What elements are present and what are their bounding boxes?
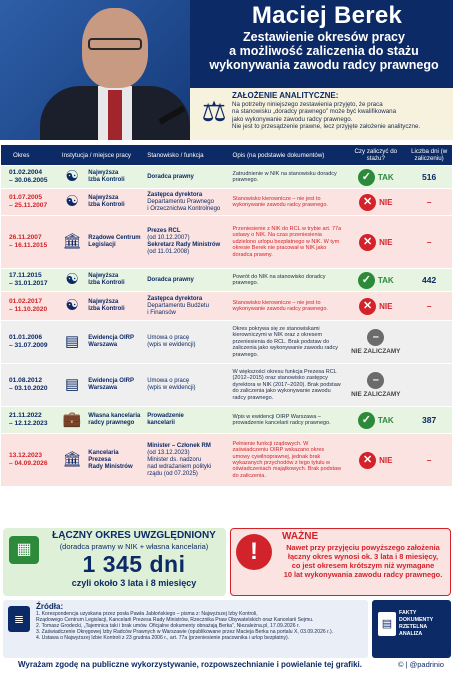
- position-title: Zastępca dyrektora: [147, 191, 203, 198]
- position-title: Prowadzenie: [147, 413, 184, 419]
- days-count: –: [406, 292, 452, 320]
- institution: Ewidencja OIRP Warszawa: [85, 364, 144, 406]
- nik-logo-icon: ☯: [65, 168, 79, 185]
- briefcase-icon: 💼: [62, 411, 82, 428]
- table-row: [1, 166, 452, 188]
- col-count: Czy zaliczyć do stażu?: [345, 145, 406, 165]
- position-detail: nad wdrażaniem polityki: [147, 463, 212, 470]
- position-title: Doradca prawny: [147, 173, 194, 180]
- table-row: [1, 269, 452, 291]
- warning-title: WAŻNE: [282, 531, 319, 542]
- cross-icon: ✕: [359, 194, 376, 211]
- table-row: [1, 292, 452, 320]
- col-days: Liczba dni (w zaliczeniu): [406, 145, 452, 165]
- page-title: Maciej Berek: [251, 2, 403, 29]
- cross-icon: ✕: [359, 234, 376, 251]
- description: Stanowisko kierownicze – nie jest to wykonywanie zawodu radcy prawnego.: [230, 292, 346, 320]
- footer-permission: Wyrażam zgodę na publiczne wykorzystywanie, rozpowszechnianie i powielanie tej grafiki.: [18, 660, 362, 669]
- position: [144, 269, 229, 291]
- count-answer: NIE: [379, 301, 393, 311]
- position: [144, 434, 229, 486]
- days-count: –: [406, 434, 452, 486]
- description: Powrót do NIK na stanowisko doradcy prawnego.: [230, 269, 346, 291]
- calendar-icon: ▦: [9, 536, 39, 564]
- position-detail: i Orzecznictwa Kontrolnego: [147, 205, 221, 212]
- position: [144, 189, 229, 215]
- count-answer: NIE: [379, 237, 393, 247]
- position-detail: Umowa o pracę: [147, 378, 190, 384]
- check-icon: ✓: [358, 412, 375, 429]
- count-answer: NIE ZALICZAMY: [351, 391, 401, 398]
- table-row: [1, 434, 452, 486]
- position-title: Prezes RCL: [147, 228, 181, 234]
- description: Zatrudnienie w NIK na stanowisku doradcy prawnego.: [230, 166, 346, 188]
- nik-logo-icon: ☯: [65, 193, 79, 210]
- table-header-row: [1, 145, 452, 165]
- period: 01.01.2006 – 31.07.2009: [1, 321, 59, 363]
- document-list-icon: ≣: [8, 606, 30, 632]
- period: 01.07.2005 – 25.11.2007: [1, 189, 59, 215]
- count-cell: [345, 434, 406, 486]
- count-cell: [345, 269, 406, 291]
- assumption-text: Na potrzeby niniejszego zestawienia przyjęto, że praca na stanowisku „doradcy prawnego” może być kwalifikowana jako wykonywanie zawodu radcy prawnego. Nie jest to przesądzenie prawne, lecz przyjęte założenie analityczne.: [232, 101, 421, 131]
- institution: Własna kancelaria radcy prawnego: [85, 407, 144, 433]
- position-detail: Umowa o pracę: [147, 335, 190, 341]
- summary-note: (doradca prawny w NIK + własna kancelaria): [59, 542, 209, 551]
- count-cell: [345, 292, 406, 320]
- table-row: [1, 216, 452, 268]
- position-title: Zastępca dyrektora: [147, 295, 203, 302]
- institution: Ewidencja OIRP Warszawa: [85, 321, 144, 363]
- institution: Najwyższa Izba Kontroli: [85, 189, 144, 215]
- institution: Najwyższa Izba Kontroli: [85, 166, 144, 188]
- count-cell: [345, 166, 406, 188]
- period: 01.08.2012 – 03.10.2020: [1, 364, 59, 406]
- count-answer: NIE ZALICZAMY: [351, 348, 401, 355]
- count-cell: [345, 321, 406, 363]
- period: 26.11.2007 – 16.11.2015: [1, 216, 59, 268]
- institution: Rządowe Centrum Legislacji: [85, 216, 144, 268]
- nik-logo-icon: ☯: [65, 271, 79, 288]
- sources-list: 1. Korespondencja uzyskana przez posła Pawła Jabłońskiego – pisma z: Najwyższej Izby Kontroli, Rządowego Centrum Legislacji, Kancelarii Prezesa Rady Ministrów, Rzecznika Praw Obywatelskich oraz Kancelarii Sejmu. 2. Tomasz Grodecki, „Tajemnica taki i brak umów. Oficjalne dokumenty obnażają Berka”, Niezależna.pl, 17.09.2026 r. 3. Zaświadczenie Okręgowej Izby Radców Prawnych w Warszawie (opublikowane przez Macieja Berka na portalu X, 03.09.2026 r.). 4. Ustawa o Najwyższej Izbie Kontroli z 23 grudnia 2006 r., art. 77a (przeniesienie pracownika i urlop bezpłatny).: [36, 611, 334, 641]
- exclamation-icon: !: [236, 534, 272, 570]
- count-answer: NIE: [379, 455, 393, 465]
- minus-icon: –: [367, 372, 384, 389]
- position: [144, 216, 229, 268]
- description: Wpis w ewidencji OIRP Warszawa – prowadzenie kancelarii radcy prawnego.: [230, 407, 346, 433]
- table-row: [1, 407, 452, 433]
- page-subtitle: Zestawienie okresów pracy a możliwość zaliczenia do stażu wykonywania zawodu radcy prawnego: [209, 30, 439, 72]
- scales-icon: ⚖: [201, 96, 227, 127]
- assumption-title: ZAŁOŻENIE ANALITYCZNE:: [232, 91, 339, 100]
- count-answer: TAK: [377, 172, 394, 182]
- count-answer: TAK: [377, 275, 394, 285]
- cross-icon: ✕: [359, 298, 376, 315]
- summary-title: ŁĄCZNY OKRES UWZGLĘDNIONY: [52, 530, 216, 541]
- position-detail: Sekretarz Rady Ministrów: [147, 242, 221, 248]
- days-count: –: [406, 189, 452, 215]
- building-icon: 🏛: [62, 451, 82, 468]
- col-institution: Instytucja / miejsce pracy: [59, 145, 144, 165]
- count-cell: [345, 364, 406, 406]
- position-title: kancelarii: [147, 420, 175, 426]
- period: 17.11.2015 – 31.01.2017: [1, 269, 59, 291]
- position: [144, 321, 229, 363]
- days-count: –: [406, 216, 452, 268]
- building-icon: 🏛: [62, 233, 82, 250]
- document-icon: ▤: [378, 612, 396, 636]
- description: Okres pokrywa się ze stanowiskami kierowniczymi w NIK oraz z okresem przeniesienia do RCL. Brak podstaw do zaliczenia jako wykonywanie zawodu radcy prawnego.: [230, 321, 346, 363]
- facts-badge-text: FAKTY DOKUMENTY RZETELNA ANALIZA: [399, 610, 434, 637]
- description: Przeniesienie z NIK do RCL w trybie art. 77a ustawy o NIK. Na czas przeniesienia udzielono urlopu bezpłatnego w NIK. W tym okresie Berek nie pracował w NIK jako doradca prawny.: [230, 216, 346, 268]
- days-count: [406, 364, 452, 406]
- check-icon: ✓: [358, 169, 375, 186]
- minus-icon: –: [367, 329, 384, 346]
- position-detail: (od 13.12.2023): [147, 449, 190, 456]
- position-detail: (wpis w ewidencji): [147, 342, 196, 348]
- description: Pełnienie funkcji rządowych. W zaświadczeniu OIRP wskazano okres umowy cywilnoprawnej, jednak brak wykazanych przychodów z tego tytułu w oświadczeniach majątkowych. Brak podstaw do zaliczenia.: [230, 434, 346, 486]
- count-answer: TAK: [377, 415, 394, 425]
- warning-text: Nawet przy przyjęciu powyższego założenia łączny okres wynosi ok. 3 lata i 8 miesięcy, co jest okresem krótszym niż wymagane 10 lat wykonywania zawodu radcy prawnego.: [283, 543, 443, 579]
- portrait-photo: [0, 0, 190, 140]
- institution: Kancelaria Prezesa Rady Ministrów: [85, 434, 144, 486]
- document-icon: ▤: [65, 376, 80, 393]
- institution: Najwyższa Izba Kontroli: [85, 292, 144, 320]
- table-row: [1, 321, 452, 363]
- institution: Najwyższa Izba Kontroli: [85, 269, 144, 291]
- position: [144, 364, 229, 406]
- position: [144, 407, 229, 433]
- sources-title: Źródła:: [36, 602, 64, 611]
- count-cell: [345, 407, 406, 433]
- summary-approx: czyli około 3 lata i 8 miesięcy: [71, 578, 197, 588]
- col-okres: Okres: [1, 145, 59, 165]
- position-detail: i Finansów: [147, 309, 176, 316]
- days-count: [406, 321, 452, 363]
- period: 01.02.2017 – 11.10.2020: [1, 292, 59, 320]
- days-count: 387: [406, 407, 452, 433]
- cross-icon: ✕: [359, 452, 376, 469]
- description: Stanowisko kierownicze – nie jest to wykonywanie zawodu radcy prawnego.: [230, 189, 346, 215]
- count-cell: [345, 189, 406, 215]
- periods-table: [1, 144, 452, 487]
- table-row: [1, 364, 452, 406]
- position-detail: Departamentu Prawnego: [147, 198, 214, 205]
- check-icon: ✓: [358, 272, 375, 289]
- position-title: Doradca prawny: [147, 276, 194, 283]
- position: [144, 166, 229, 188]
- position-detail: (od 11.01.2008): [147, 249, 190, 255]
- days-count: 516: [406, 166, 452, 188]
- footer-credit: © | @padrinio: [398, 660, 444, 669]
- position-detail: Departamentu Budżetu: [147, 302, 209, 309]
- count-answer: NIE: [379, 197, 393, 207]
- period: 13.12.2023 – 04.09.2026: [1, 434, 59, 486]
- days-count: 442: [406, 269, 452, 291]
- summary-value: 1 345 dni: [82, 551, 186, 577]
- nik-logo-icon: ☯: [65, 297, 79, 314]
- col-description: Opis (na podstawie dokumentów): [230, 145, 346, 165]
- table-row: [1, 189, 452, 215]
- period: 01.02.2004 – 30.06.2005: [1, 166, 59, 188]
- position-detail: Minister ds. nadzoru: [147, 456, 202, 463]
- position-detail: (wpis w ewidencji): [147, 385, 196, 391]
- position-title: Minister – Członek RM: [147, 442, 211, 449]
- position-detail: (od 10.12.2007): [147, 235, 190, 241]
- description: W większości okresu funkcja Prezesa RCL (2012–2015) oraz stanowisko zastępcy dyrektora w NIK (2017–2020). Brak podstaw do zaliczenia jako wykonywanie zawodu radcy prawnego.: [230, 364, 346, 406]
- col-position: Stanowisko / funkcja: [144, 145, 229, 165]
- position: [144, 292, 229, 320]
- period: 21.11.2022 – 12.12.2023: [1, 407, 59, 433]
- count-cell: [345, 216, 406, 268]
- document-icon: ▤: [65, 333, 80, 350]
- position-detail: rządu (od 07.2025): [147, 470, 198, 477]
